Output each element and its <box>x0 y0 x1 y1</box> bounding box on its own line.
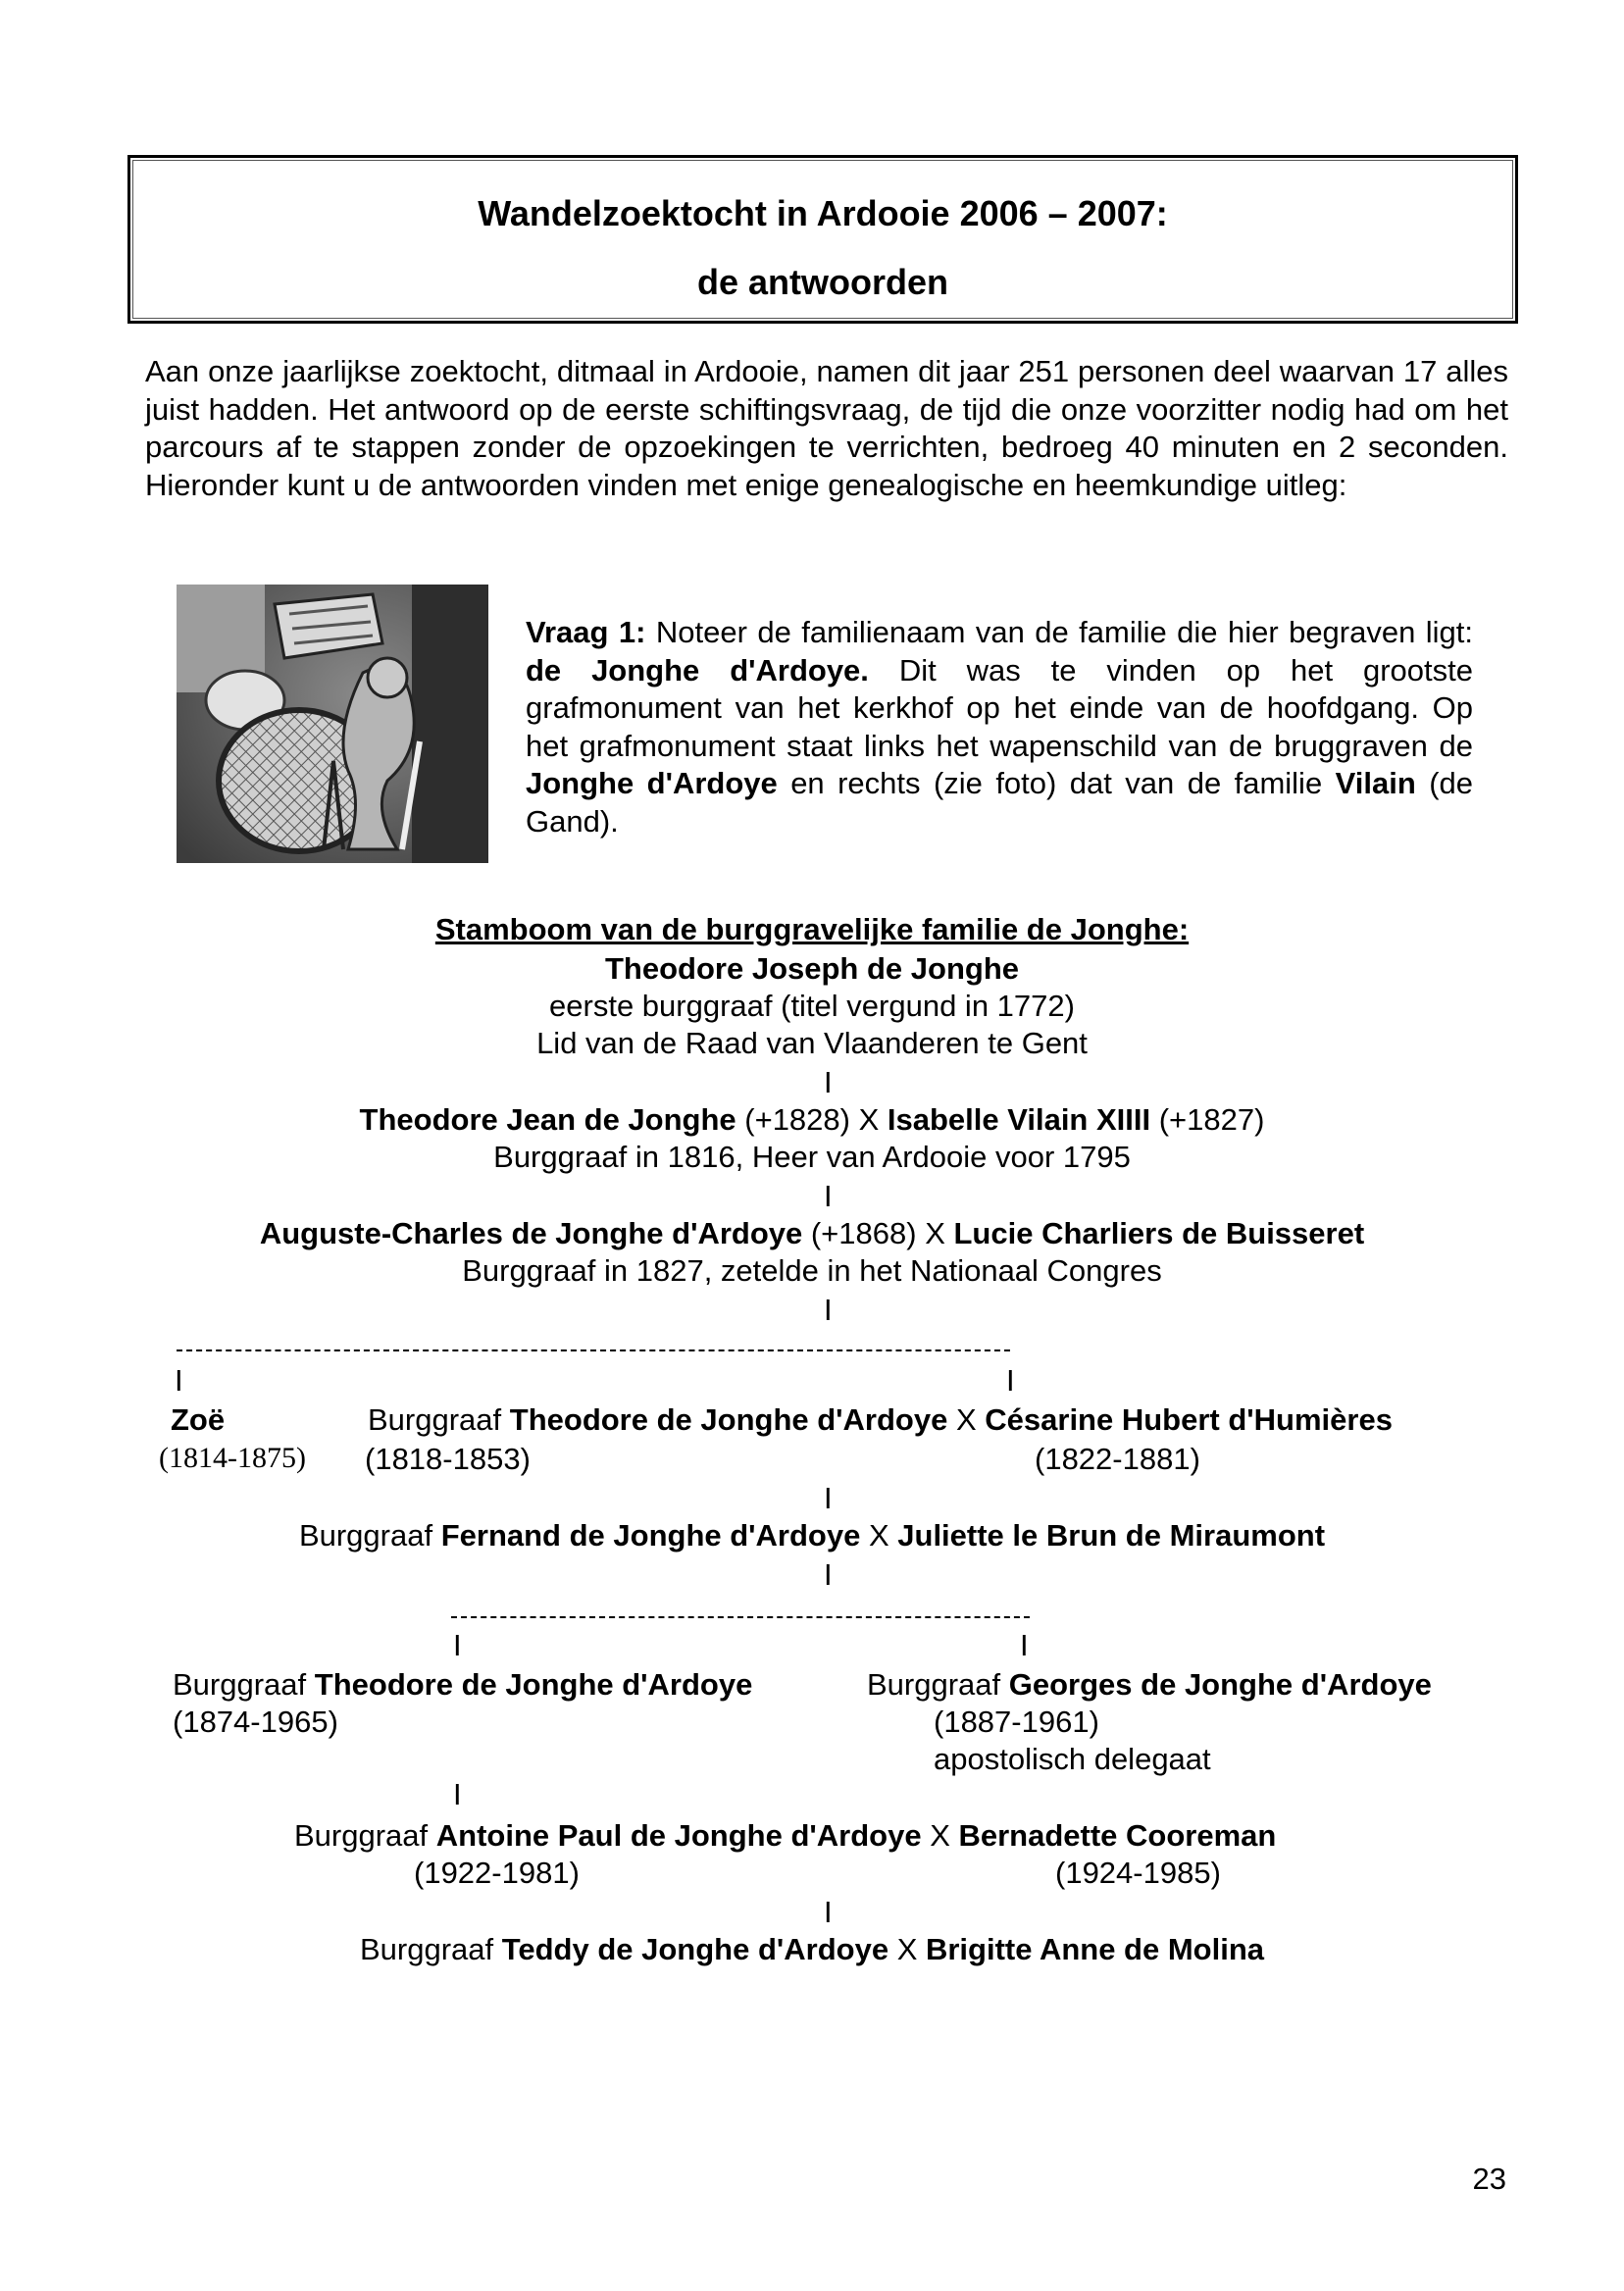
gen2-name: Theodore Jean de Jonghe <box>359 1102 736 1137</box>
branch-line-2 <box>451 1616 1030 1618</box>
page-subtitle: de antwoorden <box>696 262 948 302</box>
gen7-name: Antoine Paul de Jonghe d'Ardoye <box>435 1818 922 1853</box>
connector-5: I <box>824 1557 833 1592</box>
gen6b-name: Georges de Jonghe d'Ardoye <box>1008 1667 1432 1702</box>
zoe-dates: (1814-1875) <box>159 1442 306 1474</box>
gen8-line <box>0 1932 1624 1967</box>
gen2-line <box>0 1102 1624 1138</box>
question-1 <box>526 614 1473 840</box>
gen6a-dates: (1874-1965) <box>173 1705 338 1739</box>
gen1-name-text: Theodore Joseph de Jonghe <box>605 951 1019 986</box>
question-1-text-a: Noteer de familienaam van de familie die hier begraven ligt: <box>645 615 1474 649</box>
gen2-line2: Burggraaf in 1816, Heer van Ardooie voor 1795 <box>493 1140 1131 1174</box>
connector-theodore-2: I <box>453 1628 462 1662</box>
gen6a-title: Burggraaf <box>173 1667 315 1702</box>
gen6a-line <box>173 1667 752 1703</box>
gen5-line <box>0 1518 1624 1553</box>
gen5-title: Burggraaf <box>298 1518 441 1553</box>
connector-theodore: I <box>1006 1363 1015 1398</box>
gen7-dates: (1922-1981) <box>414 1856 580 1890</box>
gen5-spouse: Juliette le Brun de Miraumont <box>897 1518 1326 1553</box>
gen7-title: Burggraaf <box>294 1818 436 1853</box>
gen6b-title: Burggraaf <box>867 1667 1009 1702</box>
gen4-spouse-dates: (1822-1881) <box>1035 1442 1200 1476</box>
gen4-x: X <box>947 1402 986 1437</box>
gen7-spouse: Bernadette Cooreman <box>958 1818 1277 1853</box>
connector-6: I <box>453 1777 462 1811</box>
gen1-line2: eerste burggraaf (titel vergund in 1772) <box>549 989 1075 1023</box>
zoe-name-text: Zoë <box>171 1402 226 1437</box>
gen6b-dates: (1887-1961) <box>934 1705 1099 1739</box>
gen3-line <box>0 1216 1624 1251</box>
gen2-d1: (+1828) X <box>736 1102 888 1137</box>
gen4-dates: (1818-1853) <box>365 1442 531 1476</box>
gen8-title: Burggraaf <box>359 1932 502 1966</box>
question-1-answer: de Jonghe d'Ardoye. <box>526 652 869 687</box>
branch-line-1 <box>177 1349 1010 1351</box>
gen7-x: X <box>921 1818 959 1853</box>
page-number: 23 <box>1472 2162 1506 2196</box>
gen6a-name: Theodore de Jonghe d'Ardoye <box>314 1667 753 1702</box>
connector-zoe: I <box>175 1363 183 1398</box>
title-box <box>127 155 1518 324</box>
gen5-x: X <box>860 1518 898 1553</box>
gen6b-note: apostolisch delegaat <box>934 1742 1211 1776</box>
gen6b-line <box>867 1667 1432 1703</box>
connector-7: I <box>824 1895 833 1929</box>
connector-3: I <box>824 1293 833 1327</box>
gen2-d2: (+1827) <box>1150 1102 1265 1137</box>
question-1-label: Vraag 1: <box>526 615 646 649</box>
question-1-name1: Jonghe d'Ardoye <box>526 766 778 800</box>
gen3-line2: Burggraaf in 1827, zetelde in het Nationaal Congres <box>462 1253 1162 1288</box>
gen8-x: X <box>888 1932 926 1966</box>
question-1-text-c: en rechts (zie foto) dat van de familie <box>777 766 1336 800</box>
gen8-spouse: Brigitte Anne de Molina <box>925 1932 1265 1966</box>
gen8-name: Teddy de Jonghe d'Ardoye <box>501 1932 889 1966</box>
gen4-name: Theodore de Jonghe d'Ardoye <box>509 1402 948 1437</box>
gen3-d1: (+1868) X <box>802 1216 954 1250</box>
gen1-line3: Lid van de Raad van Vlaanderen te Gent <box>536 1026 1088 1060</box>
connector-2: I <box>824 1179 833 1213</box>
gen2-spouse: Isabelle Vilain XIIII <box>887 1102 1151 1137</box>
gen5-name: Fernand de Jonghe d'Ardoye <box>440 1518 861 1553</box>
coat-of-arms-photo <box>177 585 488 863</box>
gen4-title: Burggraaf <box>368 1402 510 1437</box>
gen4-spouse: Césarine Hubert d'Humières <box>985 1402 1393 1437</box>
gen7-spouse-dates: (1924-1985) <box>1055 1856 1221 1890</box>
tree-heading: Stamboom van de burggravelijke familie de Jonghe: <box>434 912 1190 946</box>
page-title: Wandelzoektocht in Ardooie 2006 – 2007: <box>478 193 1168 233</box>
gen3-spouse: Lucie Charliers de Buisseret <box>953 1216 1365 1250</box>
question-1-text-b: Dit was te vinden op het grootste grafmonument van het kerkhof op het einde van de hoofdgang. Op het grafmonument staat links het wapenschild van de bruggraven de <box>526 652 1473 763</box>
intro-paragraph: Aan onze jaarlijkse zoektocht, ditmaal in Ardooie, namen dit jaar 251 personen deel waarvan 17 alles juist hadden. Het antwoord op de eerste schiftingsvraag, de tijd die onze voorzitter nodig had om het parcours af te stappen zonder de opzoekingen te verrichten, bedroeg 40 minuten en 2 seconden. Hieronder kunt u de antwoorden vinden met enige genealogische en heemkundige uitleg: <box>145 354 1508 502</box>
connector-georges: I <box>1020 1628 1029 1662</box>
question-1-name2: Vilain <box>1335 766 1416 800</box>
gen7-line <box>294 1818 1276 1854</box>
zoe-name <box>171 1402 225 1438</box>
connector-4: I <box>824 1481 833 1515</box>
gen3-name: Auguste-Charles de Jonghe d'Ardoye <box>259 1216 803 1250</box>
question-1-text-d: (de Gand). <box>526 766 1473 839</box>
gen4-line <box>368 1402 1393 1438</box>
connector-1: I <box>824 1065 833 1099</box>
gen1-name <box>0 951 1624 987</box>
